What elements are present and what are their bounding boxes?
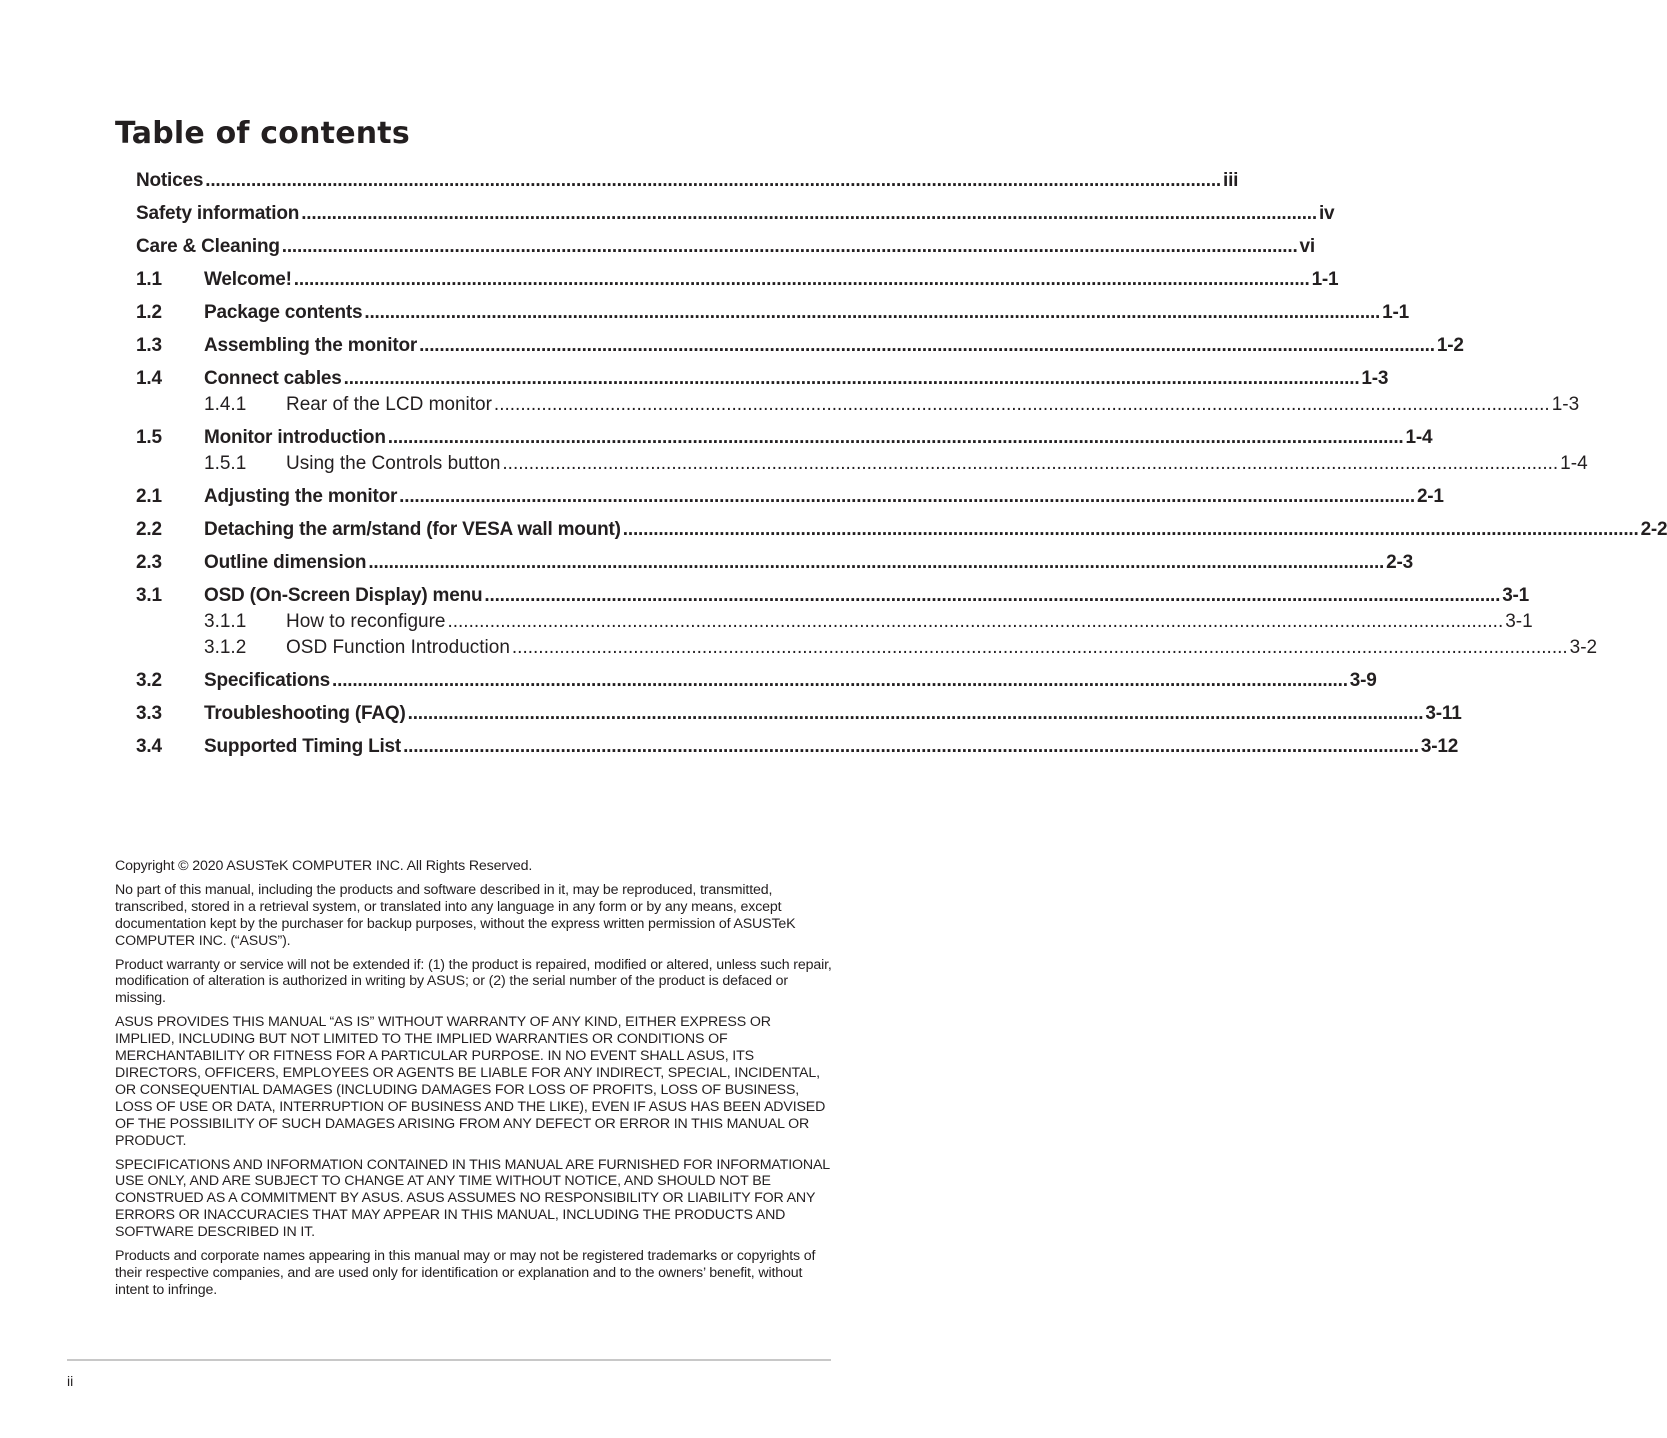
toc-dot-leader: ........................................................................................................................................................................................................ [205, 170, 1221, 191]
toc-entry-number: 3.1 [136, 585, 162, 606]
toc-entry[interactable] [136, 517, 1667, 543]
toc-entry-title: Specifications [204, 670, 331, 691]
toc-dot-leader: ........................................................................................................................................................................................................ [343, 368, 1360, 389]
toc-dot-leader: ........................................................................................................................................................................................................ [368, 552, 1385, 573]
toc-entry[interactable] [136, 668, 1377, 694]
toc-entry[interactable] [136, 609, 1533, 635]
toc-entry-title: Supported Timing List [204, 736, 402, 757]
toc-entry-page: 1-1 [1382, 302, 1410, 323]
toc-entry-page: 2-2 [1640, 519, 1667, 540]
toc-entry-page: 1-3 [1361, 368, 1389, 389]
toc-entry-number: 1.3 [136, 335, 162, 356]
toc-entry-page: 3-9 [1349, 670, 1377, 691]
toc-entry-title: Welcome! [204, 269, 292, 290]
toc-dot-leader: ........................................................................................................................................................................................................ [407, 703, 1424, 724]
toc-entry-title: Assembling the monitor [204, 335, 418, 356]
toc-entry-number: 3.1.1 [204, 611, 247, 632]
legal-paragraph: SPECIFICATIONS AND INFORMATION CONTAINED IN THIS MANUAL ARE FURNISHED FOR INFORMATIONAL USE ONLY, AND ARE SUBJECT TO CHANGE AT ANY TIME WITHOUT NOTICE, AND SHOULD NOT BE CONSTRUED AS A COMMITMENT BY ASUS. ASUS ASSUMES NO RESPONSIBILITY OR LIABILITY FOR ANY ERRORS OR INACCURACIES THAT MAY APPEAR IN THIS MANUAL, INCLUDING THE PRODUCTS AND SOFTWARE DESCRIBED IN IT. [115, 1156, 830, 1241]
toc-entry-page: 3-11 [1425, 703, 1462, 724]
toc-entry-number: 3.3 [136, 703, 162, 724]
toc-entry[interactable] [136, 583, 1530, 609]
toc-entry-title: OSD Function Introduction [286, 637, 510, 658]
toc-entry[interactable] [136, 267, 1339, 293]
toc-entry-number: 2.1 [136, 486, 162, 507]
toc-entry-title: Safety information [136, 203, 300, 224]
toc-dot-leader: ........................................................................................................................................................................................................ [387, 427, 1404, 448]
copyright-notice [115, 858, 833, 1306]
toc-dot-leader: ........................................................................................................................................................................................................ [484, 585, 1501, 606]
toc-entry[interactable] [136, 701, 1462, 727]
toc-dot-leader: ........................................................................................................................................................................................................ [293, 269, 1310, 290]
toc-entry[interactable] [136, 366, 1389, 392]
toc-entry-title: Using the Controls button [286, 453, 501, 474]
toc-entry-title: Care & Cleaning [136, 236, 280, 257]
toc-dot-leader: ........................................................................................................................................................................................................ [419, 335, 1435, 356]
toc-entry[interactable] [136, 234, 1315, 260]
toc-entry-page: 3-1 [1505, 611, 1533, 632]
toc-entry[interactable] [136, 392, 1580, 418]
toc-entry-page: 1-2 [1436, 335, 1464, 356]
toc-entry-page: 1-4 [1560, 453, 1588, 474]
toc-entry-page: 3-1 [1502, 585, 1530, 606]
toc-dot-leader: ........................................................................................................................................................................................................ [447, 611, 1504, 632]
page-title: Table of contents [115, 116, 410, 151]
toc-entry-page: 2-3 [1386, 552, 1413, 573]
toc-entry-title: Troubleshooting (FAQ) [204, 703, 406, 724]
toc-entry-page: 3-2 [1569, 637, 1598, 658]
footer-divider [67, 1359, 831, 1361]
toc-entry-number: 2.3 [136, 552, 162, 573]
legal-paragraph: Products and corporate names appearing in this manual may or may not be registered trademarks or copyrights of their respective companies, and are used only for identification or explanation and to the owners’ benefit, without intent to infringe. [115, 1248, 816, 1298]
toc-entry[interactable] [136, 635, 1598, 661]
legal-paragraph: No part of this manual, including the products and software described in it, may be reproduced, transmitted, transcribed, stored in a retrieval system, or translated into any language in any form or by any means, except documentation kept by the purchaser for backup purposes, without the express written permission of ASUSTeK COMPUTER INC. (“ASUS”). [115, 881, 796, 949]
toc-entry-number: 1.5.1 [204, 453, 247, 474]
toc-entry-number: 2.2 [136, 519, 162, 540]
toc-entry-number: 1.4.1 [204, 394, 247, 415]
page-number: ii [67, 1373, 74, 1389]
toc-entry-title: OSD (On-Screen Display) menu [204, 585, 483, 606]
toc-dot-leader: ........................................................................................................................................................................................................ [622, 519, 1639, 540]
toc-entry-title: Detaching the arm/stand (for VESA wall mount) [204, 519, 621, 540]
toc-entry[interactable] [136, 734, 1459, 760]
toc-entry-title: Monitor introduction [204, 427, 386, 448]
toc-entry-number: 1.2 [136, 302, 162, 323]
toc-entry-title: Notices [136, 170, 204, 191]
table-of-contents [136, 168, 1667, 760]
toc-entry[interactable] [136, 550, 1413, 576]
toc-entry-page: iv [1318, 203, 1335, 224]
toc-entry-page: 1-1 [1311, 269, 1339, 290]
toc-entry-number: 1.4 [136, 368, 162, 389]
toc-entry-title: Outline dimension [204, 552, 367, 573]
toc-dot-leader: ........................................................................................................................................................................................................ [493, 394, 1550, 415]
toc-entry-page: vi [1299, 236, 1315, 257]
legal-paragraph: ASUS PROVIDES THIS MANUAL “AS IS” WITHOUT WARRANTY OF ANY KIND, EITHER EXPRESS OR IMPLIED, INCLUDING BUT NOT LIMITED TO THE IMPLIED WARRANTIES OR CONDITIONS OF MERCHANTABILITY OR FITNESS FOR A PARTICULAR PURPOSE. IN NO EVENT SHALL ASUS, ITS DIRECTORS, OFFICERS, EMPLOYEES OR AGENTS BE LIABLE FOR ANY INDIRECT, SPECIAL, INCIDENTAL, OR CONSEQUENTIAL DAMAGES (INCLUDING DAMAGES FOR LOSS OF PROFITS, LOSS OF BUSINESS, LOSS OF USE OR DATA, INTERRUPTION OF BUSINESS AND THE LIKE), EVEN IF ASUS HAS BEEN ADVISED OF THE POSSIBILITY OF SUCH DAMAGES ARISING FROM ANY DEFECT OR ERROR IN THIS MANUAL OR PRODUCT. [115, 1014, 826, 1149]
toc-entry[interactable] [136, 333, 1464, 359]
toc-dot-leader: ........................................................................................................................................................................................................ [332, 670, 1348, 691]
legal-paragraph: Product warranty or service will not be extended if: (1) the product is repaired, modified or altered, unless such repair, modification of alteration is authorized in writing by ASUS; or (2) the serial number of the product is defaced or missing. [115, 956, 832, 1007]
toc-entry[interactable] [136, 425, 1433, 451]
toc-entry[interactable] [136, 300, 1410, 326]
toc-entry-page: 1-4 [1405, 427, 1433, 448]
toc-entry-number: 3.4 [136, 736, 162, 757]
toc-entry-title: Rear of the LCD monitor [286, 394, 492, 415]
toc-dot-leader: ........................................................................................................................................................................................................ [301, 203, 1317, 224]
toc-entry-number: 1.1 [136, 269, 162, 290]
toc-entry-number: 3.2 [136, 670, 162, 691]
toc-entry-page: iii [1223, 170, 1239, 191]
toc-entry-number: 3.1.2 [204, 637, 247, 658]
toc-entry-title: Package contents [204, 302, 363, 323]
toc-dot-leader: ........................................................................................................................................................................................................ [399, 486, 1415, 507]
toc-entry-title: Connect cables [204, 368, 342, 389]
copyright-line: Copyright © 2020 ASUSTeK COMPUTER INC. All Rights Reserved. [115, 858, 533, 874]
toc-entry-page: 3-12 [1420, 736, 1459, 757]
toc-entry[interactable] [136, 168, 1239, 194]
toc-entry-page: 1-3 [1551, 394, 1580, 415]
toc-entry-number: 1.5 [136, 427, 162, 448]
toc-dot-leader: ........................................................................................................................................................................................................ [281, 236, 1298, 257]
toc-entry[interactable] [136, 451, 1588, 477]
toc-dot-leader: ........................................................................................................................................................................................................ [511, 637, 1568, 658]
toc-dot-leader: ........................................................................................................................................................................................................ [364, 302, 1381, 323]
toc-dot-leader: ........................................................................................................................................................................................................ [403, 736, 1419, 757]
toc-entry-title: How to reconfigure [286, 611, 446, 632]
toc-entry[interactable] [136, 201, 1335, 227]
toc-entry[interactable] [136, 484, 1444, 510]
toc-entry-page: 2-1 [1416, 486, 1444, 507]
toc-dot-leader: ........................................................................................................................................................................................................ [502, 453, 1559, 474]
toc-entry-title: Adjusting the monitor [204, 486, 398, 507]
